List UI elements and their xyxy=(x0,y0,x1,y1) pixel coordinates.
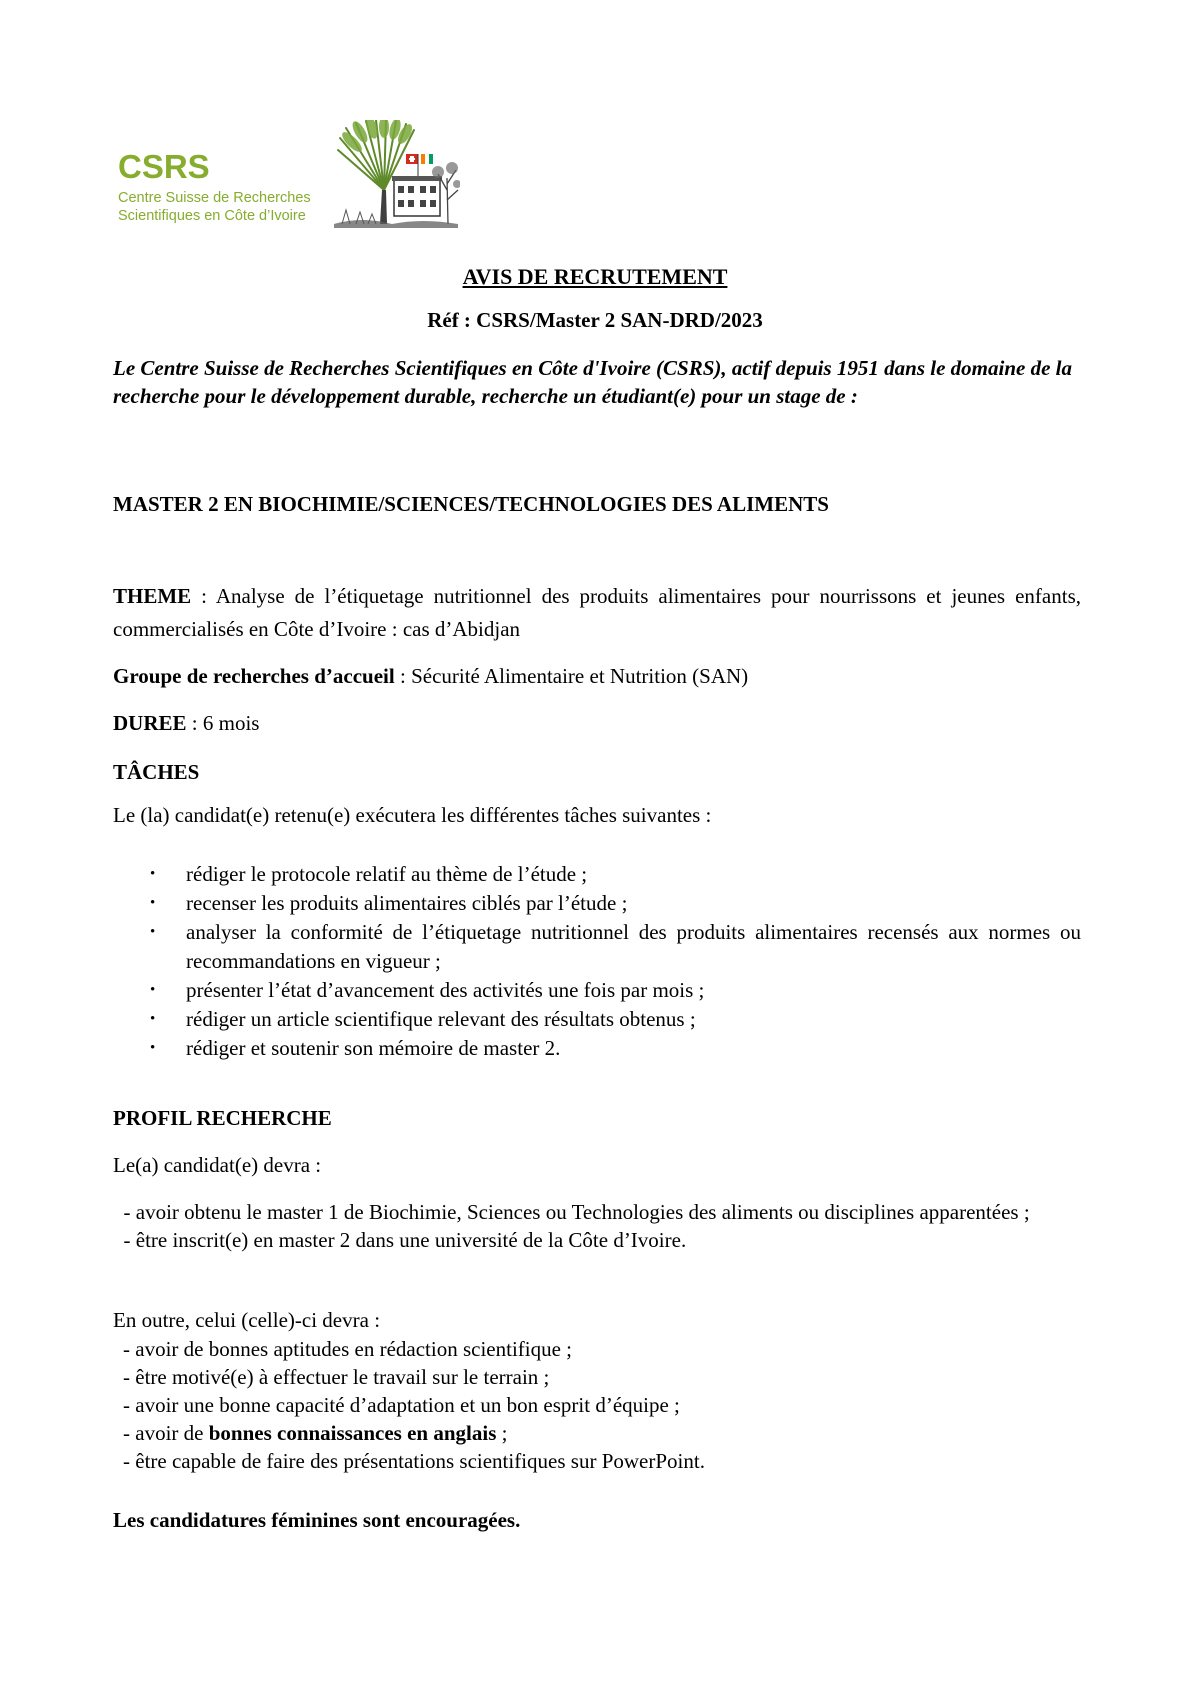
requirement-item: - être inscrit(e) en master 2 dans une université de la Côte d’Ivoire. xyxy=(113,1228,687,1252)
tasks-heading: TÂCHES xyxy=(113,760,200,784)
research-group-field xyxy=(113,660,1081,693)
additional-requirements-list xyxy=(113,1335,1081,1475)
list-item xyxy=(113,889,1081,918)
english-requirement-item xyxy=(113,1419,1081,1447)
research-group-label: Groupe de recherches d’accueil xyxy=(113,664,395,688)
task-text: rédiger le protocole relatif au thème de l’étude ; xyxy=(186,862,588,886)
english-requirement-prefix: - avoir de xyxy=(123,1421,209,1445)
task-text: rédiger un article scientifique relevant des résultats obtenus ; xyxy=(186,1007,696,1031)
bullet-icon: • xyxy=(150,1011,156,1027)
page-title: AVIS DE RECRUTEMENT xyxy=(462,264,728,289)
task-text: rédiger et soutenir son mémoire de master 2. xyxy=(186,1036,561,1060)
list-item xyxy=(113,1005,1081,1034)
additional-requirements-intro: En outre, celui (celle)-ci devra : xyxy=(113,1308,381,1332)
theme-field xyxy=(113,580,1081,646)
closing-note: Les candidatures féminines sont encouragées. xyxy=(113,1508,521,1532)
list-item xyxy=(113,918,1081,976)
logo-acronym: CSRS xyxy=(118,148,210,185)
requirement-item: - avoir obtenu le master 1 de Biochimie, Sciences ou Technologies des aliments ou disciplines apparentées ; xyxy=(113,1200,1030,1224)
csrs-logo xyxy=(110,118,460,230)
theme-label: THEME xyxy=(113,584,192,608)
reference-number: Réf : CSRS/Master 2 SAN-DRD/2023 xyxy=(427,308,763,332)
bullet-icon: • xyxy=(150,1040,156,1056)
task-text: recenser les produits alimentaires ciblés par l’étude ; xyxy=(186,891,628,915)
list-item xyxy=(113,1034,1081,1063)
palm-and-building-icon xyxy=(332,120,460,228)
logo-name-line-2: Scientifiques en Côte d’Ivoire xyxy=(118,208,306,224)
profile-intro: Le(a) candidat(e) devra : xyxy=(113,1153,322,1177)
list-item xyxy=(113,860,1081,889)
task-text: analyser la conformité de l’étiquetage nutritionnel des produits alimentaires recensés aux normes ou recommandations en vigueur ; xyxy=(186,920,1081,973)
bullet-icon: • xyxy=(150,866,156,882)
duration-field xyxy=(113,707,1081,740)
research-group-value: Sécurité Alimentaire et Nutrition (SAN) xyxy=(411,664,749,688)
english-requirement-emphasis: bonnes connaissances en anglais xyxy=(208,1421,497,1445)
bullet-icon: • xyxy=(150,895,156,911)
bullet-icon: • xyxy=(150,982,156,998)
duration-separator: : xyxy=(186,711,203,735)
tasks-intro: Le (la) candidat(e) retenu(e) exécutera les différentes tâches suivantes : xyxy=(113,803,712,827)
additional-requirement-item: - avoir de bonnes aptitudes en rédaction scientifique ; xyxy=(123,1337,573,1361)
list-item xyxy=(113,976,1081,1005)
bullet-icon: • xyxy=(150,924,156,940)
requirements-list xyxy=(113,1198,1081,1254)
logo-name-line-1: Centre Suisse de Recherches xyxy=(118,190,311,206)
intro-paragraph: Le Centre Suisse de Recherches Scientifiques en Côte d'Ivoire (CSRS), actif depuis 1951 dans le domaine de la recherche pour le développement durable, recherche un étudiant(e) pour un stage de : xyxy=(113,356,1072,408)
task-text: présenter l’état d’avancement des activités une fois par mois ; xyxy=(186,978,705,1002)
additional-requirement-item: - être capable de faire des présentations scientifiques sur PowerPoint. xyxy=(123,1449,705,1473)
theme-separator: : xyxy=(191,584,216,608)
additional-requirement-item: - avoir une bonne capacité d’adaptation et un bon esprit d’équipe ; xyxy=(123,1393,680,1417)
research-group-separator: : xyxy=(394,664,412,688)
duration-label: DUREE xyxy=(113,711,187,735)
additional-requirement-item: - être motivé(e) à effectuer le travail sur le terrain ; xyxy=(123,1365,550,1389)
profile-heading: PROFIL RECHERCHE xyxy=(113,1106,332,1130)
theme-value: Analyse de l’étiquetage nutritionnel des produits alimentaires pour nourrissons et jeunes enfants, commercialisés en Côte d’Ivoire : cas d’Abidjan xyxy=(113,584,1081,641)
position-title: MASTER 2 EN BIOCHIMIE/SCIENCES/TECHNOLOGIES DES ALIMENTS xyxy=(113,492,829,516)
english-requirement-suffix: ; xyxy=(496,1421,508,1445)
tasks-list xyxy=(113,860,1081,1063)
duration-value: 6 mois xyxy=(202,711,260,735)
